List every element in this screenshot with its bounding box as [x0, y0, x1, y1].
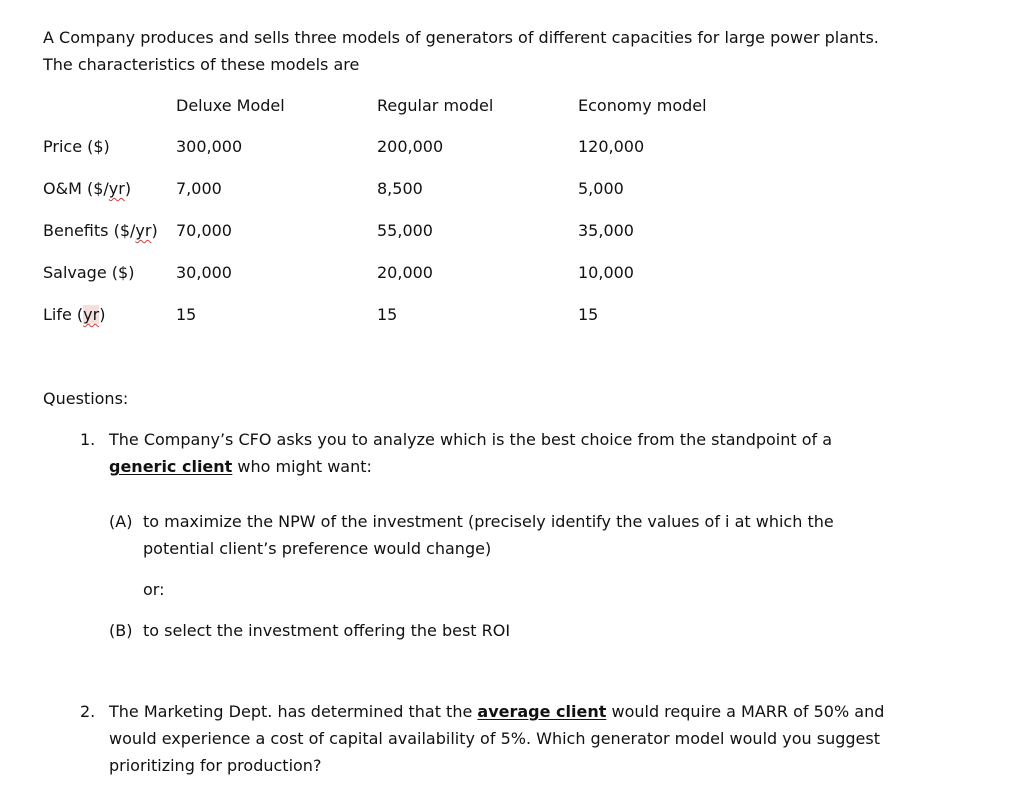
q2-line-2: would experience a cost of capital availability of 5%. Which generator model would you suggest — [109, 729, 880, 748]
cell-economy-salvage: 10,000 — [578, 263, 634, 282]
header-regular: Regular model — [377, 96, 494, 115]
q2-line-1-pre: The Marketing Dept. has determined that the — [109, 702, 478, 721]
q1b-line-1: to select the investment offering the best ROI — [143, 621, 511, 640]
row-label-suffix: ) — [151, 221, 158, 240]
header-economy: Economy model — [578, 96, 707, 115]
or-text: or: — [143, 580, 165, 599]
q2-line-1-post: would require a MARR of 50% and — [606, 702, 885, 721]
intro-line-2: The characteristics of these models are — [43, 55, 360, 74]
spellcheck-word[interactable]: yr — [108, 179, 125, 198]
cell-regular-price: 200,000 — [377, 137, 444, 156]
cell-regular-life: 15 — [377, 305, 398, 324]
q2-line-3: prioritizing for production? — [109, 756, 322, 775]
row-label-text: Benefits ($/ — [43, 221, 136, 240]
cell-economy-om: 5,000 — [578, 179, 624, 198]
row-label-benefits — [43, 221, 158, 241]
cell-deluxe-om: 7,000 — [176, 179, 222, 198]
cell-deluxe-price: 300,000 — [176, 137, 243, 156]
header-deluxe: Deluxe Model — [176, 96, 285, 115]
generic-client-emphasis: generic client — [109, 457, 233, 476]
intro-line-1: A Company produces and sells three models of generators of different capacities for large power plants. — [43, 28, 879, 47]
q1a-line-1: to maximize the NPW of the investment (precisely identify the values of i at which the — [143, 512, 834, 531]
cell-economy-price: 120,000 — [578, 137, 645, 156]
q1b-label: (B) — [109, 621, 133, 640]
cell-deluxe-salvage: 30,000 — [176, 263, 232, 282]
row-label-om — [43, 179, 131, 199]
cell-regular-salvage: 20,000 — [377, 263, 433, 282]
row-label-text: Salvage ($) — [43, 263, 135, 282]
row-label-salvage — [43, 263, 134, 283]
cell-economy-life: 15 — [578, 305, 599, 324]
questions-heading: Questions: — [43, 389, 129, 408]
q2-number: 2. — [80, 702, 96, 721]
q1a-label: (A) — [109, 512, 133, 531]
q1a-line-2: potential client’s preference would change) — [143, 539, 492, 558]
cell-regular-om: 8,500 — [377, 179, 423, 198]
row-label-suffix: ) — [124, 179, 132, 198]
q1-line-2 — [109, 457, 372, 477]
row-label-life — [43, 305, 105, 325]
q1-number: 1. — [80, 430, 96, 449]
spellcheck-word[interactable]: yr — [83, 305, 100, 324]
row-label-text: Life ( — [43, 305, 84, 324]
average-client-emphasis: average client — [477, 702, 607, 721]
cell-deluxe-benefits: 70,000 — [176, 221, 232, 240]
cell-economy-benefits: 35,000 — [578, 221, 634, 240]
row-label-suffix: ) — [99, 305, 106, 324]
row-label-price — [43, 137, 110, 157]
cell-deluxe-life: 15 — [176, 305, 197, 324]
q1-line-2-rest: who might want: — [232, 457, 372, 476]
cell-regular-benefits: 55,000 — [377, 221, 433, 240]
q1-line-1: The Company’s CFO asks you to analyze which is the best choice from the standpoint of a — [109, 430, 833, 449]
q2-line-1 — [109, 702, 884, 722]
spellcheck-word[interactable]: yr — [135, 221, 152, 240]
row-label-text: O&M ($/ — [43, 179, 109, 198]
row-label-text: Price ($) — [43, 137, 110, 156]
